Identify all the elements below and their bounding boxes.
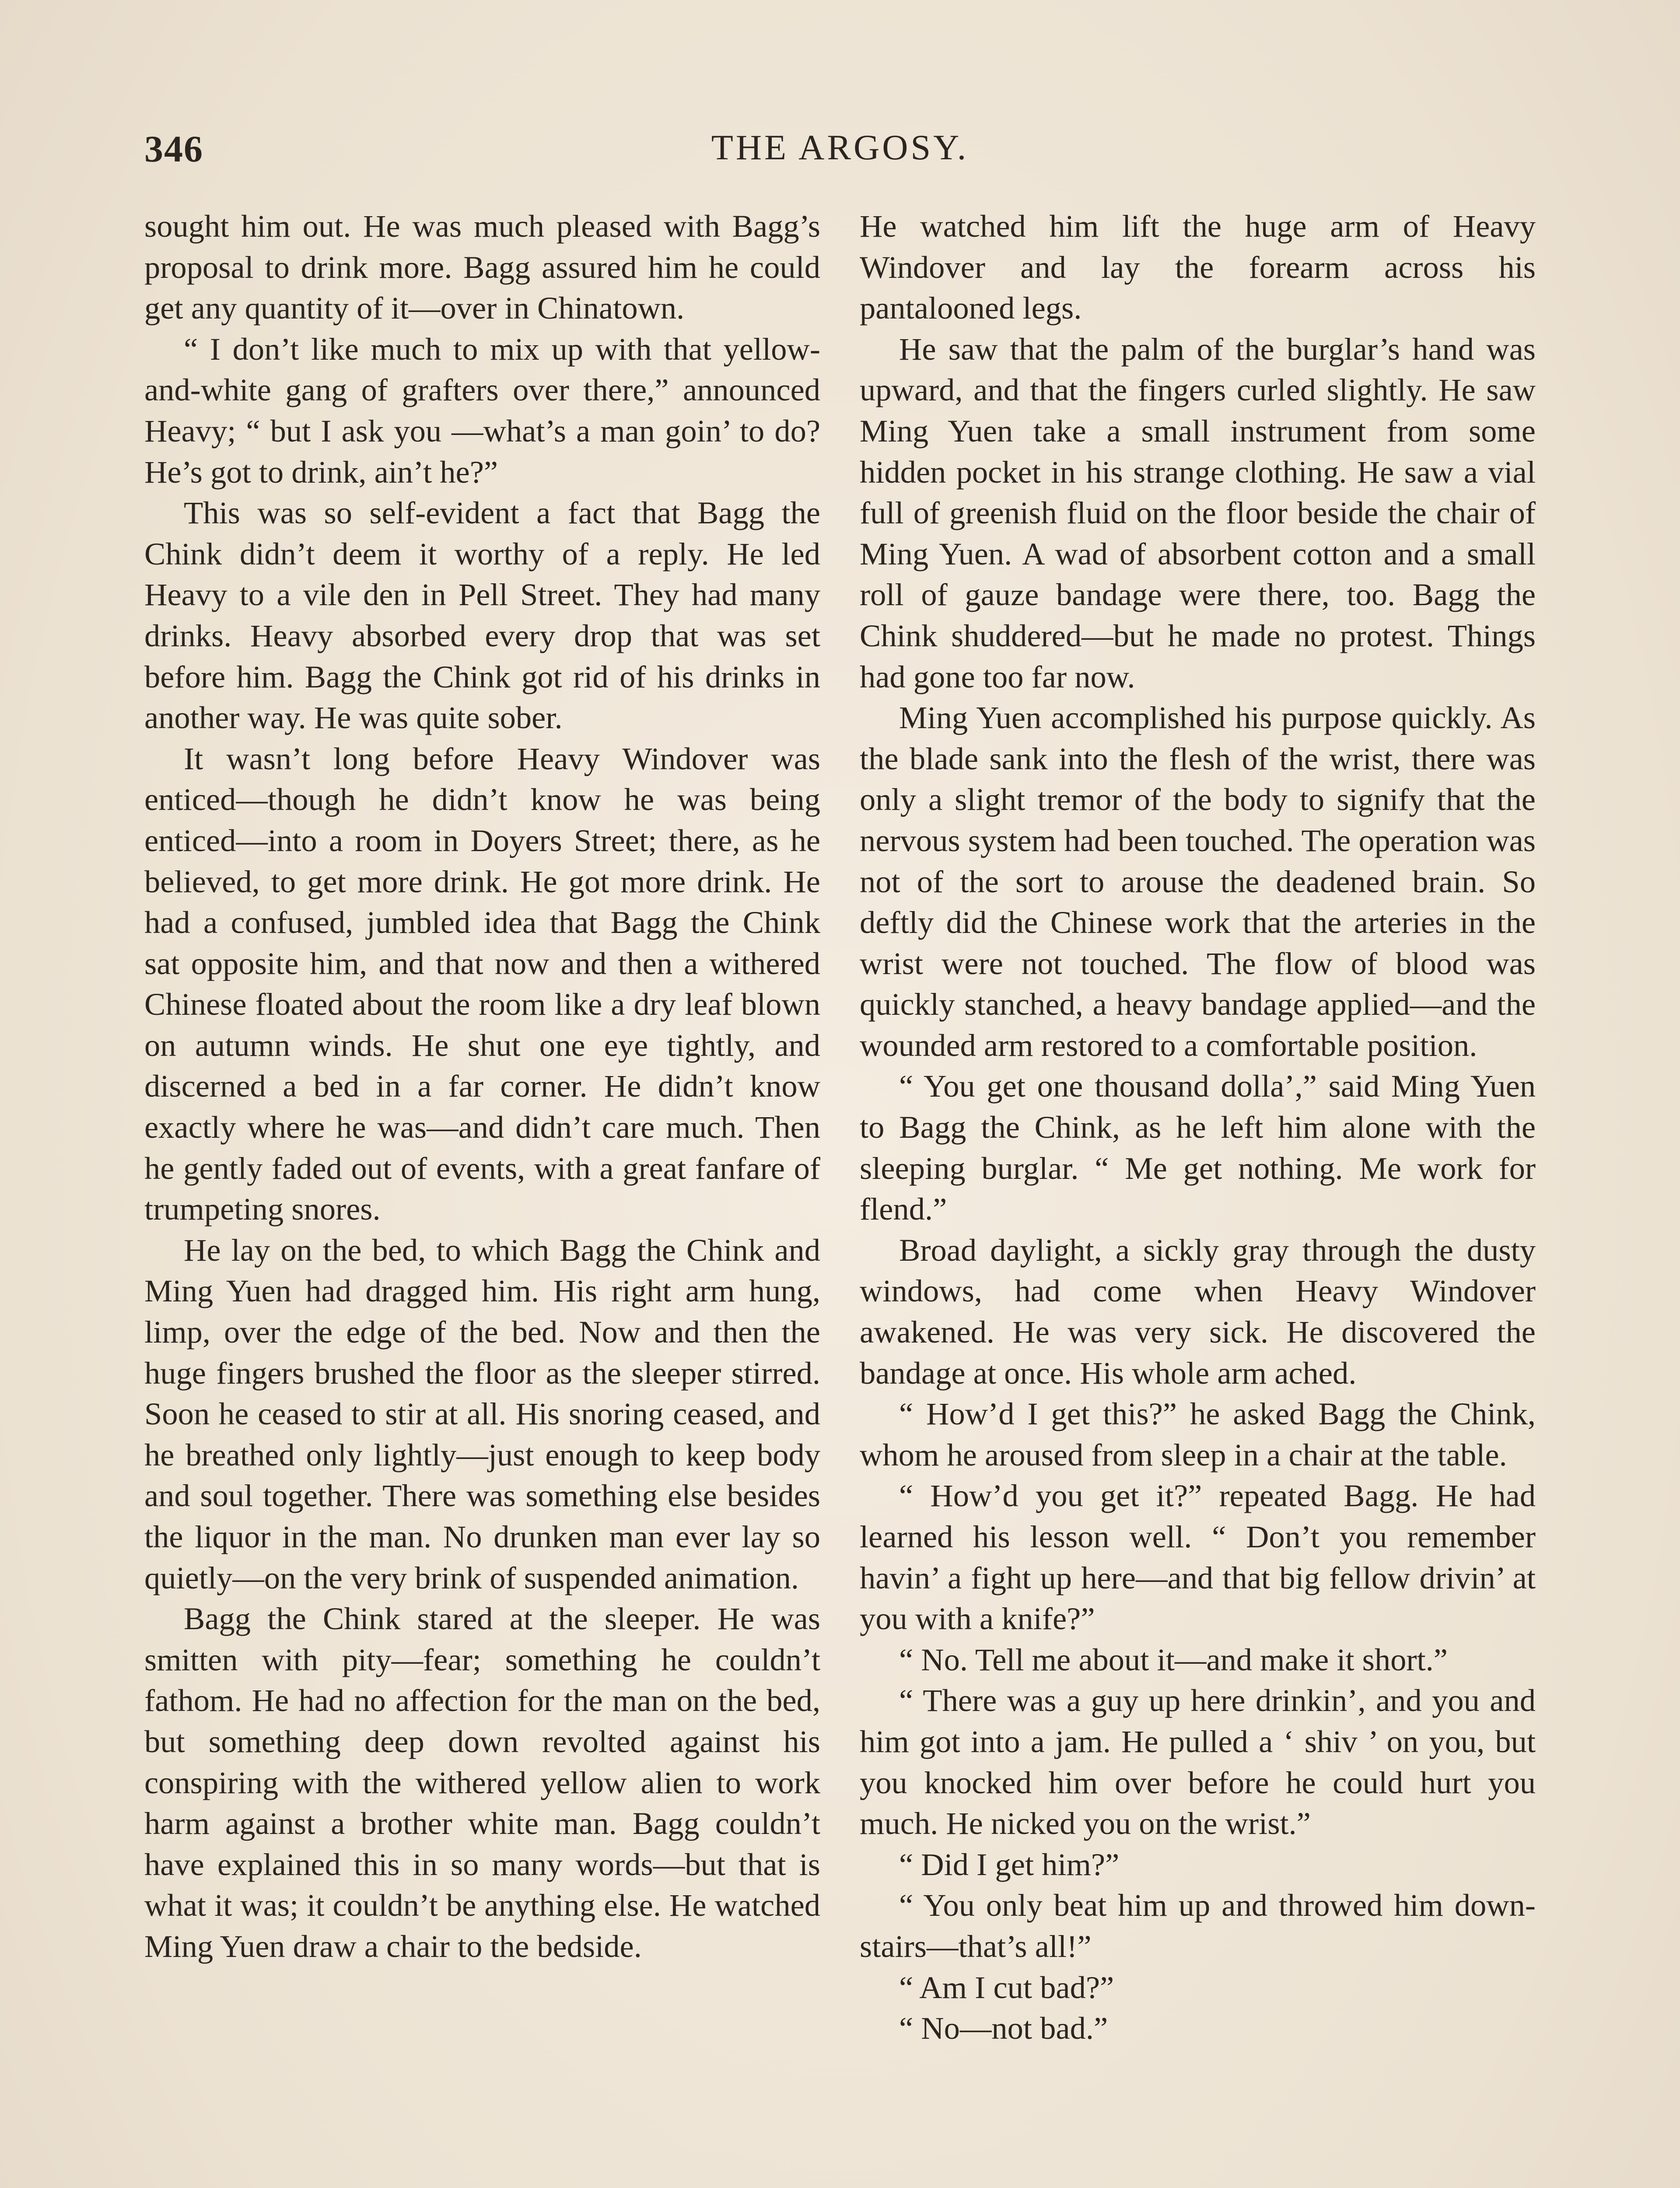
paragraph: “ How’d you get it?” repeated Bagg. He had learned his lesson well. “ Don’t you remember havin’ a fight up here—and that big fellow drivin’ at you with a knife?” bbox=[860, 1478, 1536, 1637]
paragraph: Ming Yuen accomplished his purpose quickly. As the blade sank into the flesh of the wrist, there was only a slight tremor of the body to signify that the nervous system had been touched. The operation was not of the sort to arouse the deadened brain. So deftly did the Chinese work that the arteries in the wrist were not touched. The flow of blood was quickly stanched, a heavy bandage applied—and the wounded arm restored to a comfortable position. bbox=[860, 700, 1536, 1063]
paragraph: “ No. Tell me about it—and make it short.” bbox=[899, 1641, 1448, 1677]
paragraph: Broad daylight, a sickly gray through the dusty windows, had come when Heavy Windover awakened. He was very sick. He discovered the bandage at once. His whole arm ached. bbox=[860, 1232, 1536, 1391]
page-header bbox=[144, 127, 1536, 188]
page-number: 346 bbox=[144, 128, 203, 170]
paragraph: “ You only beat him up and throwed him down-stairs—that’s all!” bbox=[860, 1887, 1536, 1964]
paragraph: “ Did I get him?” bbox=[899, 1846, 1120, 1882]
paragraph: “ Am I cut bad?” bbox=[899, 1969, 1114, 2005]
left-column bbox=[144, 206, 820, 2188]
text-columns bbox=[144, 206, 1536, 2188]
paragraph: “ You get one thousand dolla’,” said Ming Yuen to Bagg the Chink, as he left him alone with the sleeping burglar. “ Me get nothing. Me work for flend.” bbox=[860, 1068, 1536, 1227]
paragraph: Bagg the Chink stared at the sleeper. He was smitten with pity—fear; something he couldn’t fathom. He had no affection for the man on the bed, but something deep down revolted against his conspiring with the withered yellow alien to work harm against a brother white man. Bagg couldn’t have explained this in so many words—but that is what it was; it couldn’t be anything else. He watched Ming Yuen draw a chair to the bedside. bbox=[144, 1601, 820, 1964]
right-column bbox=[860, 206, 1536, 2188]
paragraph: This was so self-evident a fact that Bagg the Chink didn’t deem it worthy of a reply. He led Heavy to a vile den in Pell Street. They had many drinks. Heavy absorbed every drop that was set before him. Bagg the Chink got rid of his drinks in another way. He was quite sober. bbox=[144, 495, 820, 736]
paragraph: “ I don’t like much to mix up with that yellow-and-white gang of grafters over there,” announced Heavy; “ but I ask you —what’s a man goin’ to do? He’s got to drink, ain’t he?” bbox=[144, 331, 820, 490]
paragraph: It wasn’t long before Heavy Windover was enticed—though he didn’t know he was being enticed—into a room in Doyers Street; there, as he believed, to get more drink. He got more drink. He had a confused, jumbled idea that Bagg the Chink sat opposite him, and that now and then a withered Chinese floated about the room like a dry leaf blown on autumn winds. He shut one eye tightly, and discerned a bed in a far corner. He didn’t know exactly where he was—and didn’t care much. Then he gently faded out of events, with a great fanfare of trumpeting snores. bbox=[144, 740, 820, 1227]
running-title: THE ARGOSY. bbox=[711, 127, 969, 167]
paragraph: “ No—not bad.” bbox=[899, 2010, 1108, 2046]
paragraph: sought him out. He was much pleased with Bagg’s proposal to drink more. Bagg assured him he could get any quantity of it—over in Chinatown. bbox=[144, 208, 820, 326]
paragraph: He lay on the bed, to which Bagg the Chink and Ming Yuen had dragged him. His right arm hung, limp, over the edge of the bed. Now and then the huge fingers brushed the floor as the sleeper stirred. Soon he ceased to stir at all. His snoring ceased, and he breathed only lightly—just enough to keep body and soul together. There was something else besides the liquor in the man. No drunken man ever lay so quietly—on the very brink of suspended animation. bbox=[144, 1232, 820, 1595]
paragraph: He watched him lift the huge arm of Heavy Windover and lay the forearm across his pantalooned legs. bbox=[860, 208, 1536, 326]
paragraph: “ There was a guy up here drinkin’, and you and him got into a jam. He pulled a ‘ shiv ’ on you, but you knocked him over before he could hurt you much. He nicked you on the wrist.” bbox=[860, 1683, 1536, 1841]
paragraph: “ How’d I get this?” he asked Bagg the Chink, whom he aroused from sleep in a chair at the table. bbox=[860, 1396, 1536, 1473]
paragraph: He saw that the palm of the burglar’s hand was upward, and that the fingers curled slightly. He saw Ming Yuen take a small instrument from some hidden pocket in his strange clothing. He saw a vial full of greenish fluid on the floor beside the chair of Ming Yuen. A wad of absorbent cotton and a small roll of gauze bandage were there, too. Bagg the Chink shuddered—but he made no protest. Things had gone too far now. bbox=[860, 331, 1536, 694]
